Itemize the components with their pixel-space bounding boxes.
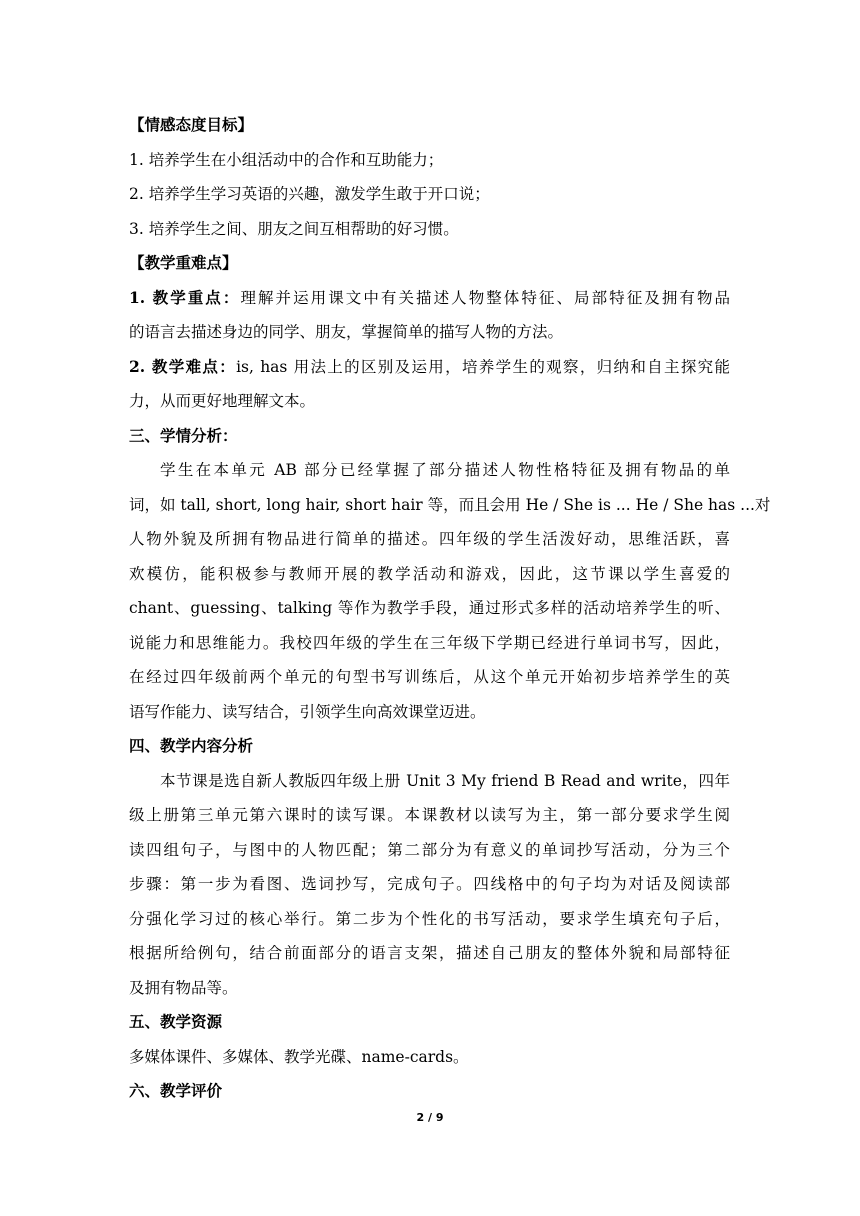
key-point-line: 的语言去描述身边的同学、朋友，掌握简单的描写人物的方法。 [129,323,564,341]
difficult-point-label: 2. 教学难点： [129,356,237,376]
content-analysis-line: 根据所给例句，结合前面部分的语言支架，描述自己朋友的整体外貌和局部特征 [129,944,730,962]
content-analysis-line: 读四组句子，与图中的人物匹配；第二部分为有意义的单词抄写活动，分为三个 [129,840,730,859]
content-analysis-line: 步骤：第一步为看图、选词抄写，完成句子。四线格中的句子均为对话及阅读部 [129,875,730,893]
content-analysis-heading: 四、教学内容分析 [129,736,254,755]
page-number: 2 / 9 [416,1111,444,1124]
content-analysis-line: 本节课是选自新人教版四年级上册 Unit 3 My friend B Read and write，四年 [160,771,730,790]
key-point-label: 1. 教学重点： [129,287,241,307]
learner-analysis-line: chant、guessing、talking 等作为教学手段，通过形式多样的活动培养学生的听、 [129,599,730,617]
learner-analysis-heading: 三、学情分析： [129,425,238,445]
learner-analysis-line: 说能力和思维能力。我校四年级的学生在三年级下学期已经进行单词书写，因此， [129,633,730,652]
key-points-heading: 【教学重难点】 [129,253,238,272]
affect-goal-item: 1. 培养学生在小组活动中的合作和互助能力； [129,150,444,169]
key-point-line [129,281,730,316]
learner-analysis-line: 语写作能力、读写结合，引领学生向高效课堂迈进。 [129,702,486,721]
learner-analysis-line: 学生在本单元 AB 部分已经掌握了部分描述人物性格特征及拥有物品的单 [160,461,730,479]
key-point-text: 理解并运用课文中有关描述人物整体特征、局部特征及拥有物品 [240,288,730,307]
difficult-point-line [129,350,730,385]
difficult-point-line: 力，从而更好地理解文本。 [129,392,316,410]
learner-analysis-line: 词，如 tall, short, long hair, short hair 等，而且会用 He / She is ... He / She has ...对 [129,495,771,514]
content-analysis-line: 级上册第三单元第六课时的读写课。本课教材以读写为主，第一部分要求学生阅 [129,806,730,824]
learner-analysis-line: 人物外貌及所拥有物品进行简单的描述。四年级的学生活泼好动，思维活跃，喜 [129,530,730,548]
learner-analysis-line: 在经过四年级前两个单元的句型书写训练后，从这个单元开始初步培养学生的英 [129,668,730,686]
resources-text: 多媒体课件、多媒体、教学光碟、name-cards。 [129,1047,469,1066]
document-body [129,108,771,1109]
evaluation-heading: 六、教学评价 [129,1081,223,1100]
content-analysis-line: 及拥有物品等。 [129,978,238,997]
difficult-point-text: is, has 用法上的区别及运用，培养学生的观察，归纳和自主探究能 [236,357,731,376]
affect-goal-item: 2. 培养学生学习英语的兴趣，激发学生敢于开口说； [129,185,490,203]
content-analysis-line: 分强化学习过的核心举行。第二步为个性化的书写活动，要求学生填充句子后， [129,909,730,928]
affect-goal-item: 3. 培养学生之间、朋友之间互相帮助的好习惯。 [129,219,459,238]
affect-goals-heading: 【情感态度目标】 [129,115,254,134]
learner-analysis-line: 欢模仿，能积极参与教师开展的教学活动和游戏，因此，这节课以学生喜爱的 [129,564,730,583]
resources-heading: 五、教学资源 [129,1012,223,1031]
